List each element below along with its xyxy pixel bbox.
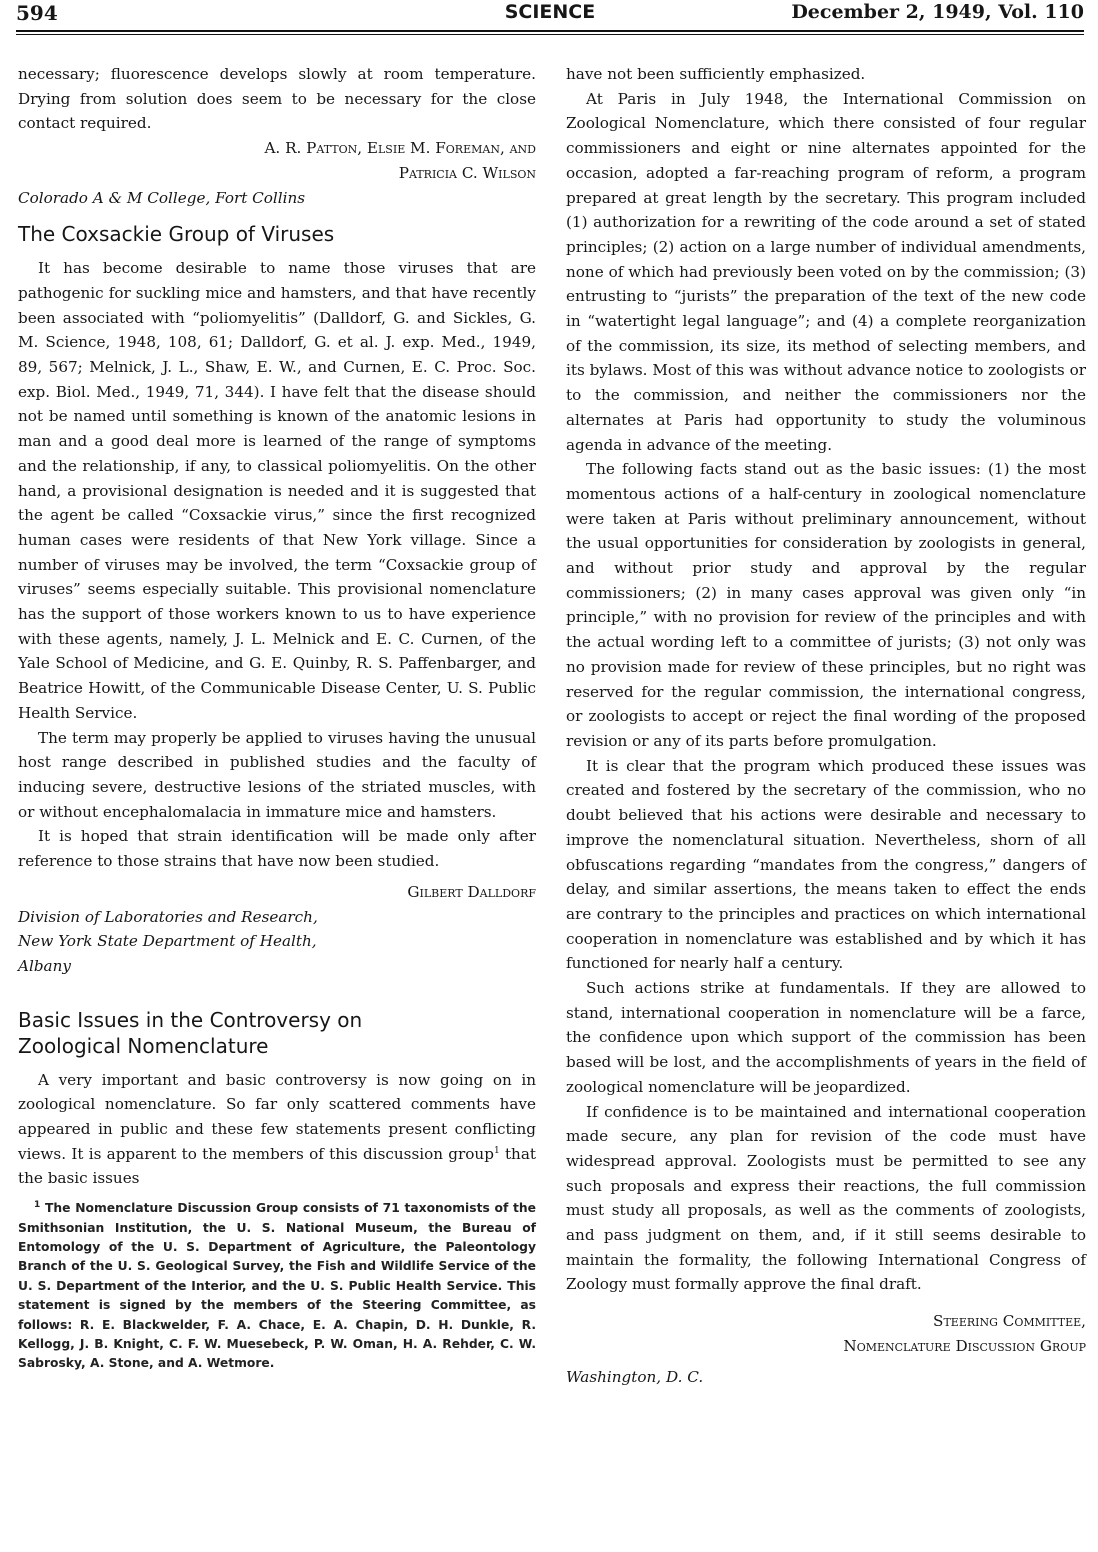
affiliation-colorado: Colorado A & M College, Fort Collins — [18, 188, 306, 207]
right-carryover: have not been sufficiently emphasized. — [566, 65, 866, 83]
right-paragraph-5: If confidence is to be maintained and international cooperation made secure, any plan for revision of the code must have widespread approval. Zoologists must be permitted to see any such proposals and express their reactions, the full commission must study all proposals, as well as the comments of zoologists, and pass judgment on them, and, if it still seems desirable to maintain the formality, the following International Congress of Zoology must formally approve the final draft. — [566, 1102, 1086, 1294]
title-line-2: Zoological Nomenclature — [18, 1033, 269, 1058]
article-title-basic-issues — [18, 1007, 536, 1059]
coxsackie-paragraph-2: The term may properly be applied to viruses having the unusual host range described in published studies and the faculty of inducing severe, destructive lesions of the striated muscles, with or without encephalomalacia in immature mice and hamsters. — [18, 728, 536, 821]
affiliation-line-2: New York State Department of Health, — [18, 932, 317, 951]
basic-issues-text-end: that the basic issues — [18, 1144, 536, 1188]
header-rule — [16, 30, 1084, 32]
journal-name: SCIENCE — [504, 1, 596, 23]
footnote — [18, 1199, 536, 1374]
article-title-coxsackie: The Coxsackie Group of Viruses — [18, 222, 335, 247]
right-paragraph-1: At Paris in July 1948, the International Commission on Zoological Nomenclature, which there consisted of four regular commissioners and eight or nine alternates appointed for the occasion, adopted a far-reaching program of reform, a program prepared at great length by the secretary. This program included (1) authorization for a rewriting of the code around a set of stated principles; (2) action on a large number of individual amendments, none of which had previously been voted on by the commission; (3) entrusting to “jurists” the preparation of the text of the new code in “watertight legal language”; and (4) a complete reorganization of the commission, its size, its method of selecting members, and its bylaws. Most of this was without advance notice to zoologists or to the commission, and neither the commissioners nor the alternates at Paris had opportunity to study the voluminous agenda in advance of the meeting. — [566, 89, 1086, 454]
right-column — [566, 62, 1086, 1389]
footnote-text: The Nomenclature Discussion Group consists of 71 taxonomists of the Smithsonian Institution, the U. S. National Museum, the Bureau of Entomology of the U. S. Department of Agriculture, the Paleontology Branch of the U. S. Geological Survey, the Fish and Wildlife Service of the U. S. Department of the Interior, and the U. S. Public Health Service. This statement is signed by the members of the Steering Committee, as follows: R. E. Blackwelder, F. A. Chace, E. A. Chapin, D. H. Dunkle, R. Kellogg, J. B. Knight, C. F. W. Muesebeck, P. W. Oman, H. A. Rehder, C. W. Sabrosky, A. Stone, and A. Wetmore. — [18, 1201, 537, 1371]
page-number: 594 — [16, 1, 58, 25]
footnote-number: 1 — [34, 1200, 41, 1211]
authors-line-2: Patricia C. Wilson — [398, 163, 536, 182]
signature-line-1: Steering Committee, — [933, 1312, 1086, 1331]
title-line-1: Basic Issues in the Controversy on — [18, 1007, 363, 1032]
right-paragraph-4: Such actions strike at fundamentals. If they are allowed to stand, international cooperation in nomenclature will be a farce, the confidence upon which support of the commission has been based will be lost, and the accomplishments of years in the field of zoological nomenclature will be jeopardized. — [566, 979, 1086, 1096]
right-paragraph-3: It is clear that the program which produced these issues was created and fostered by the secretary of the commission, who no doubt believed that his actions were desirable and necessary to improve the nomenclatural situation. Nevertheless, shorn of all obfuscations regarding “mandates from the congress,” dangers of delay, and similar assertions, the means taken to effect the ends are contrary to the principles and practices on which international cooperation in nomenclature was established and by which it has functioned for nearly half a century. — [566, 756, 1086, 973]
footnote-marker: 1 — [493, 1145, 500, 1156]
coxsackie-paragraph-1: It has become desirable to name those viruses that are pathogenic for suckling mice and hamsters, and that have recently been associated with “poliomyelitis” (Dalldorf, G. and Sickles, G. M. Science, 1948, 108, 61; Dalldorf, G. et al. J. exp. Med., 1949, 89, 567; Melnick, J. L., Shaw, E. W., and Curnen, E. C. Proc. Soc. exp. Biol. Med., 1949, 71, 344). I have felt that the disease should not be named until something is known of the anatomic lesions in man and a good deal more is learned of the range of symptoms and the relationship, if any, to classical poliomyelitis. On the other hand, a provisional designation is needed and it is suggested that the agent be called “Coxsackie virus,” since the first recognized human cases were residents of that New York village. Since a number of viruses may be involved, the term “Coxsackie group of viruses” seems especially suitable. This provisional nomenclature has the support of those workers known to us to have experience with these agents, namely, J. L. Melnick and E. C. Curnen, of the Yale School of Medicine, and G. E. Quinby, R. S. Paffenbarger, and Beatrice Howitt, of the Communicable Disease Center, U. S. Public Health Service. — [18, 259, 536, 722]
carryover-paragraph: necessary; fluorescence develops slowly at room temperature. Drying from solution does seem to be necessary for the close contact required. — [18, 65, 536, 133]
affiliation-line-1: Division of Laboratories and Research, — [18, 907, 318, 926]
left-column — [18, 62, 536, 1374]
affiliation-line-3: Albany — [18, 956, 71, 975]
authors-line-1: A. R. Patton, Elsie M. Foreman, and — [264, 139, 536, 158]
issue-date-volume: December 2, 1949, Vol. 110 — [791, 1, 1084, 23]
author-dalldorf: Gilbert Dalldorf — [407, 882, 536, 901]
header-rule-thin — [16, 34, 1084, 35]
basic-issues-text: A very important and basic controversy is now going on in zoological nomenclature. So far only scattered comments have appeared in public and these few statements present conflicting views. It is apparent to the members of this discussion group — [18, 1070, 536, 1163]
signature-line-2: Nomenclature Discussion Group — [843, 1336, 1086, 1355]
affiliation-washington: Washington, D. C. — [566, 1367, 704, 1386]
coxsackie-paragraph-3: It is hoped that strain identification will be made only after reference to those strains that have now been studied. — [18, 827, 536, 871]
basic-issues-paragraph-1 — [18, 1068, 536, 1192]
page-header — [16, 0, 1084, 28]
right-paragraph-2: The following facts stand out as the basic issues: (1) the most momentous actions of a half-century in zoological nomenclature were taken at Paris without preliminary announcement, without the usual opportunities for consideration by zoologists in general, and without prior study and approval by the regular commissioners; (2) in many cases approval was given only “in principle,” with no provision for review of the principles and with the actual wording left to a committee of jurists; (3) not only was no provision made for review of these principles, but no right was reserved for the regular commission, the international congress, or zoologists to accept or reject the final wording of the proposed revision or any of its parts before promulgation. — [566, 460, 1086, 750]
